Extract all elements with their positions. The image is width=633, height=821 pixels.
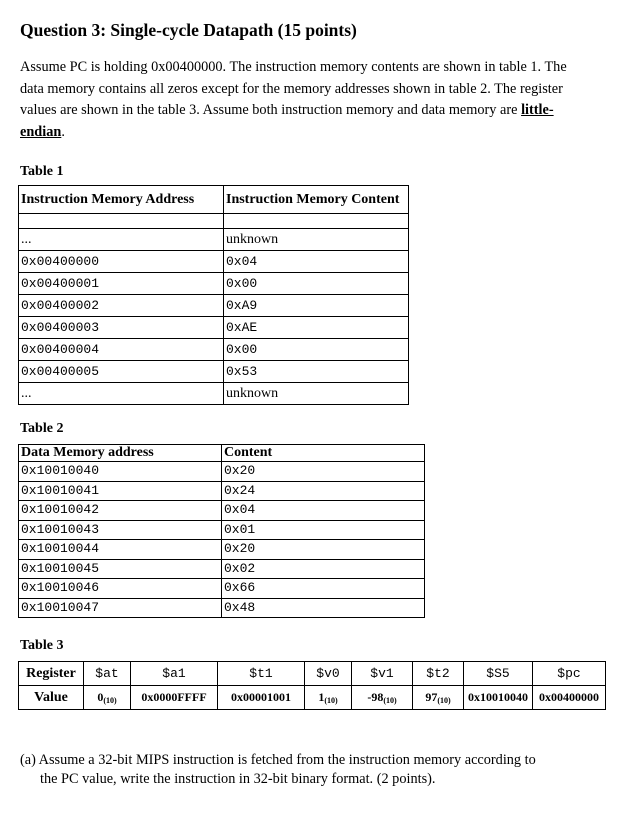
value-number: 0x00400000 (539, 690, 599, 704)
table-row (19, 481, 425, 501)
register-name: $at (84, 662, 131, 686)
content-cell: 0x00 (224, 273, 409, 295)
value-number: 0 (97, 690, 104, 704)
question-a (20, 751, 580, 789)
table-row (19, 361, 409, 383)
address-cell: 0x10010046 (19, 579, 222, 599)
endianness-emphasis: little-endian (20, 102, 554, 140)
content-cell: 0x20 (222, 540, 425, 560)
value-number: 0x00001001 (231, 690, 291, 704)
value-number: 0x10010040 (468, 690, 528, 704)
address-cell: 0x10010041 (19, 481, 222, 501)
register-table (18, 661, 606, 710)
register-value-row (19, 686, 606, 710)
address-cell: 0x00400003 (19, 317, 224, 339)
table-row (19, 579, 425, 599)
value-number: 97 (425, 690, 438, 704)
register-name: $S5 (464, 662, 533, 686)
register-value (131, 686, 218, 710)
instruction-memory-table (18, 185, 409, 405)
value-number: 0x0000FFFF (141, 690, 207, 704)
address-cell: 0x10010042 (19, 501, 222, 521)
register-value (218, 686, 305, 710)
intro-text: Assume PC is holding 0x00400000. The instruction memory contents are shown in table 1. The data memory contains all zeros except for the memory addresses shown in table 2. The register values are shown in the table 3. Assume both instruction memory and data memory are (20, 59, 567, 118)
address-cell: 0x00400005 (19, 361, 224, 383)
address-cell: 0x00400002 (19, 295, 224, 317)
content-cell: 0x01 (222, 520, 425, 540)
intro-paragraph (20, 57, 580, 143)
value-label: Value (19, 686, 84, 710)
table-row (19, 339, 409, 361)
content-cell: 0x24 (222, 481, 425, 501)
value-base: (10) (383, 696, 397, 705)
data-memory-table (18, 444, 425, 618)
table-row (19, 520, 425, 540)
table-row (19, 229, 409, 251)
address-cell: ... (19, 229, 224, 251)
address-cell: 0x00400001 (19, 273, 224, 295)
table-row (19, 598, 425, 618)
address-cell: 0x10010045 (19, 559, 222, 579)
table-row (19, 273, 409, 295)
column-header: Data Memory address (19, 445, 222, 462)
table-header-row (19, 186, 409, 214)
value-base: (10) (437, 696, 451, 705)
address-cell: 0x00400004 (19, 339, 224, 361)
table-row (19, 317, 409, 339)
content-cell: 0x04 (222, 501, 425, 521)
column-header: Content (222, 445, 425, 462)
question-title: Question 3: Single-cycle Datapath (15 points) (20, 20, 357, 40)
value-number: -98 (367, 690, 384, 704)
content-cell: 0x48 (222, 598, 425, 618)
content-cell: 0x20 (222, 462, 425, 482)
table-row (19, 559, 425, 579)
table-row (19, 462, 425, 482)
column-header: Instruction Memory Address (19, 186, 224, 214)
register-value (533, 686, 606, 710)
address-cell: 0x00400000 (19, 251, 224, 273)
table-row (19, 383, 409, 405)
register-name: $t1 (218, 662, 305, 686)
table-row (19, 251, 409, 273)
value-base: (10) (103, 696, 117, 705)
address-cell: 0x10010043 (19, 520, 222, 540)
content-cell: 0x00 (224, 339, 409, 361)
content-cell: 0x53 (224, 361, 409, 383)
table2-caption: Table 2 (20, 421, 64, 436)
table-row (19, 501, 425, 521)
address-cell: ... (19, 383, 224, 405)
register-value (84, 686, 131, 710)
register-label: Register (19, 662, 84, 686)
content-cell: 0xA9 (224, 295, 409, 317)
register-name: $v1 (352, 662, 413, 686)
value-base: (10) (324, 696, 338, 705)
register-value (352, 686, 413, 710)
intro-text-end: . (61, 123, 65, 140)
content-cell: 0x02 (222, 559, 425, 579)
register-name: $t2 (413, 662, 464, 686)
table-row (19, 295, 409, 317)
value-number: 1 (318, 690, 325, 704)
content-cell: unknown (224, 383, 409, 405)
table1-caption: Table 1 (20, 164, 64, 179)
register-name: $pc (533, 662, 606, 686)
address-cell: 0x10010047 (19, 598, 222, 618)
question-a-line2: the PC value, write the instruction in 32-bit binary format. (2 points). (40, 771, 436, 787)
register-name: $a1 (131, 662, 218, 686)
register-value (413, 686, 464, 710)
register-name: $v0 (305, 662, 352, 686)
column-header: Instruction Memory Content (224, 186, 409, 214)
address-cell: 0x10010044 (19, 540, 222, 560)
register-name-row (19, 662, 606, 686)
register-value (305, 686, 352, 710)
table-header-row (19, 445, 425, 462)
content-cell: 0xAE (224, 317, 409, 339)
content-cell: 0x04 (224, 251, 409, 273)
table-row (19, 540, 425, 560)
register-value (464, 686, 533, 710)
address-cell: 0x10010040 (19, 462, 222, 482)
table3-caption: Table 3 (20, 638, 64, 653)
content-cell: 0x66 (222, 579, 425, 599)
question-a-line1: (a) Assume a 32-bit MIPS instruction is fetched from the instruction memory according to (20, 752, 536, 768)
content-cell: unknown (224, 229, 409, 251)
